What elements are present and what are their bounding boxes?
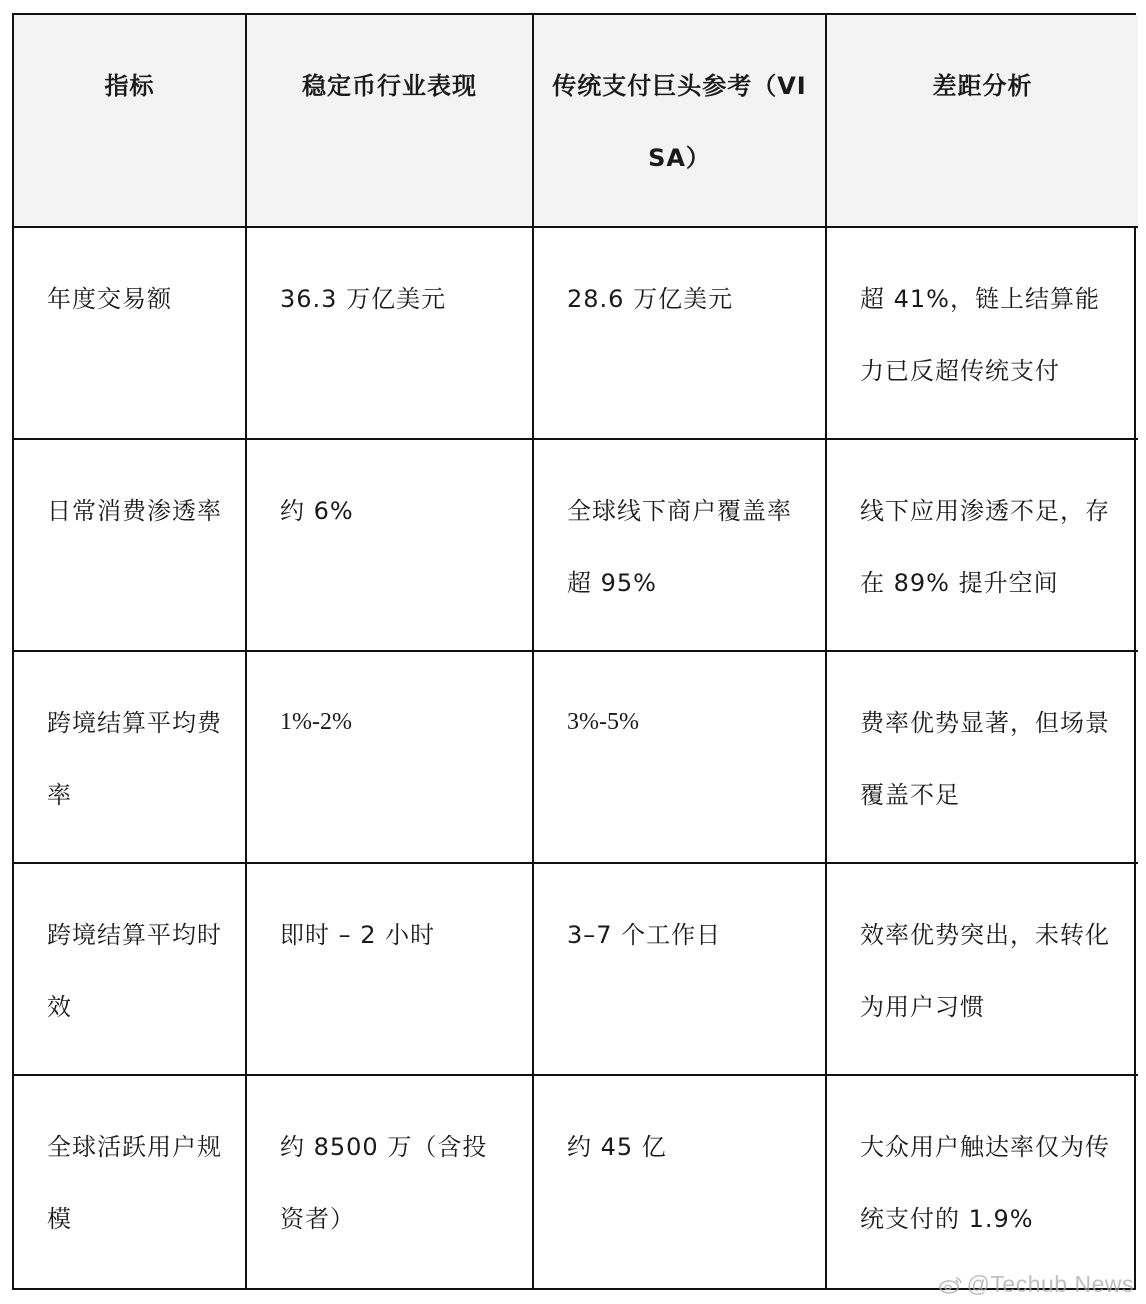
- header-cell-metric: 指标: [14, 15, 247, 228]
- table-cell: 费率优势显著，但场景覆盖不足: [827, 652, 1138, 864]
- table-cell: 28.6 万亿美元: [534, 228, 827, 440]
- table-cell: 线下应用渗透不足，存在 89% 提升空间: [827, 440, 1138, 652]
- table-cell: 3%-5%: [534, 652, 827, 864]
- table-cell: 跨境结算平均费率: [14, 652, 247, 864]
- table-cell: 1%-2%: [247, 652, 534, 864]
- table-cell: 跨境结算平均时效: [14, 864, 247, 1076]
- header-cell-gap: 差距分析: [827, 15, 1138, 228]
- table-cell: 日常消费渗透率: [14, 440, 247, 652]
- header-cell-stablecoin: 稳定币行业表现: [247, 15, 534, 228]
- table-cell: 即时 – 2 小时: [247, 864, 534, 1076]
- table-cell: 大众用户触达率仅为传统支付的 1.9%: [860, 1133, 1110, 1233]
- table-cell: 约 8500 万（含投资者）: [247, 1076, 534, 1288]
- watermark: [939, 1271, 1134, 1298]
- table-cell: 3–7 个工作日: [534, 864, 827, 1076]
- weibo-logo-icon: [939, 1276, 963, 1294]
- table-cell: 全球线下商户覆盖率超 95%: [534, 440, 827, 652]
- watermark-text: @Techub News: [966, 1271, 1134, 1297]
- table-cell: 全球活跃用户规模: [14, 1076, 247, 1288]
- table-cell: 年度交易额: [14, 228, 247, 440]
- table-cell: 约 6%: [247, 440, 534, 652]
- comparison-table: [12, 13, 1136, 1290]
- header-cell-visa: 传统支付巨头参考（VISA）: [534, 15, 827, 228]
- table-cell: 36.3 万亿美元: [247, 228, 534, 440]
- table-cell: 效率优势突出，未转化为用户习惯: [827, 864, 1138, 1076]
- table-cell: 约 45 亿: [534, 1076, 827, 1288]
- table-cell: 超 41%，链上结算能力已反超传统支付: [827, 228, 1138, 440]
